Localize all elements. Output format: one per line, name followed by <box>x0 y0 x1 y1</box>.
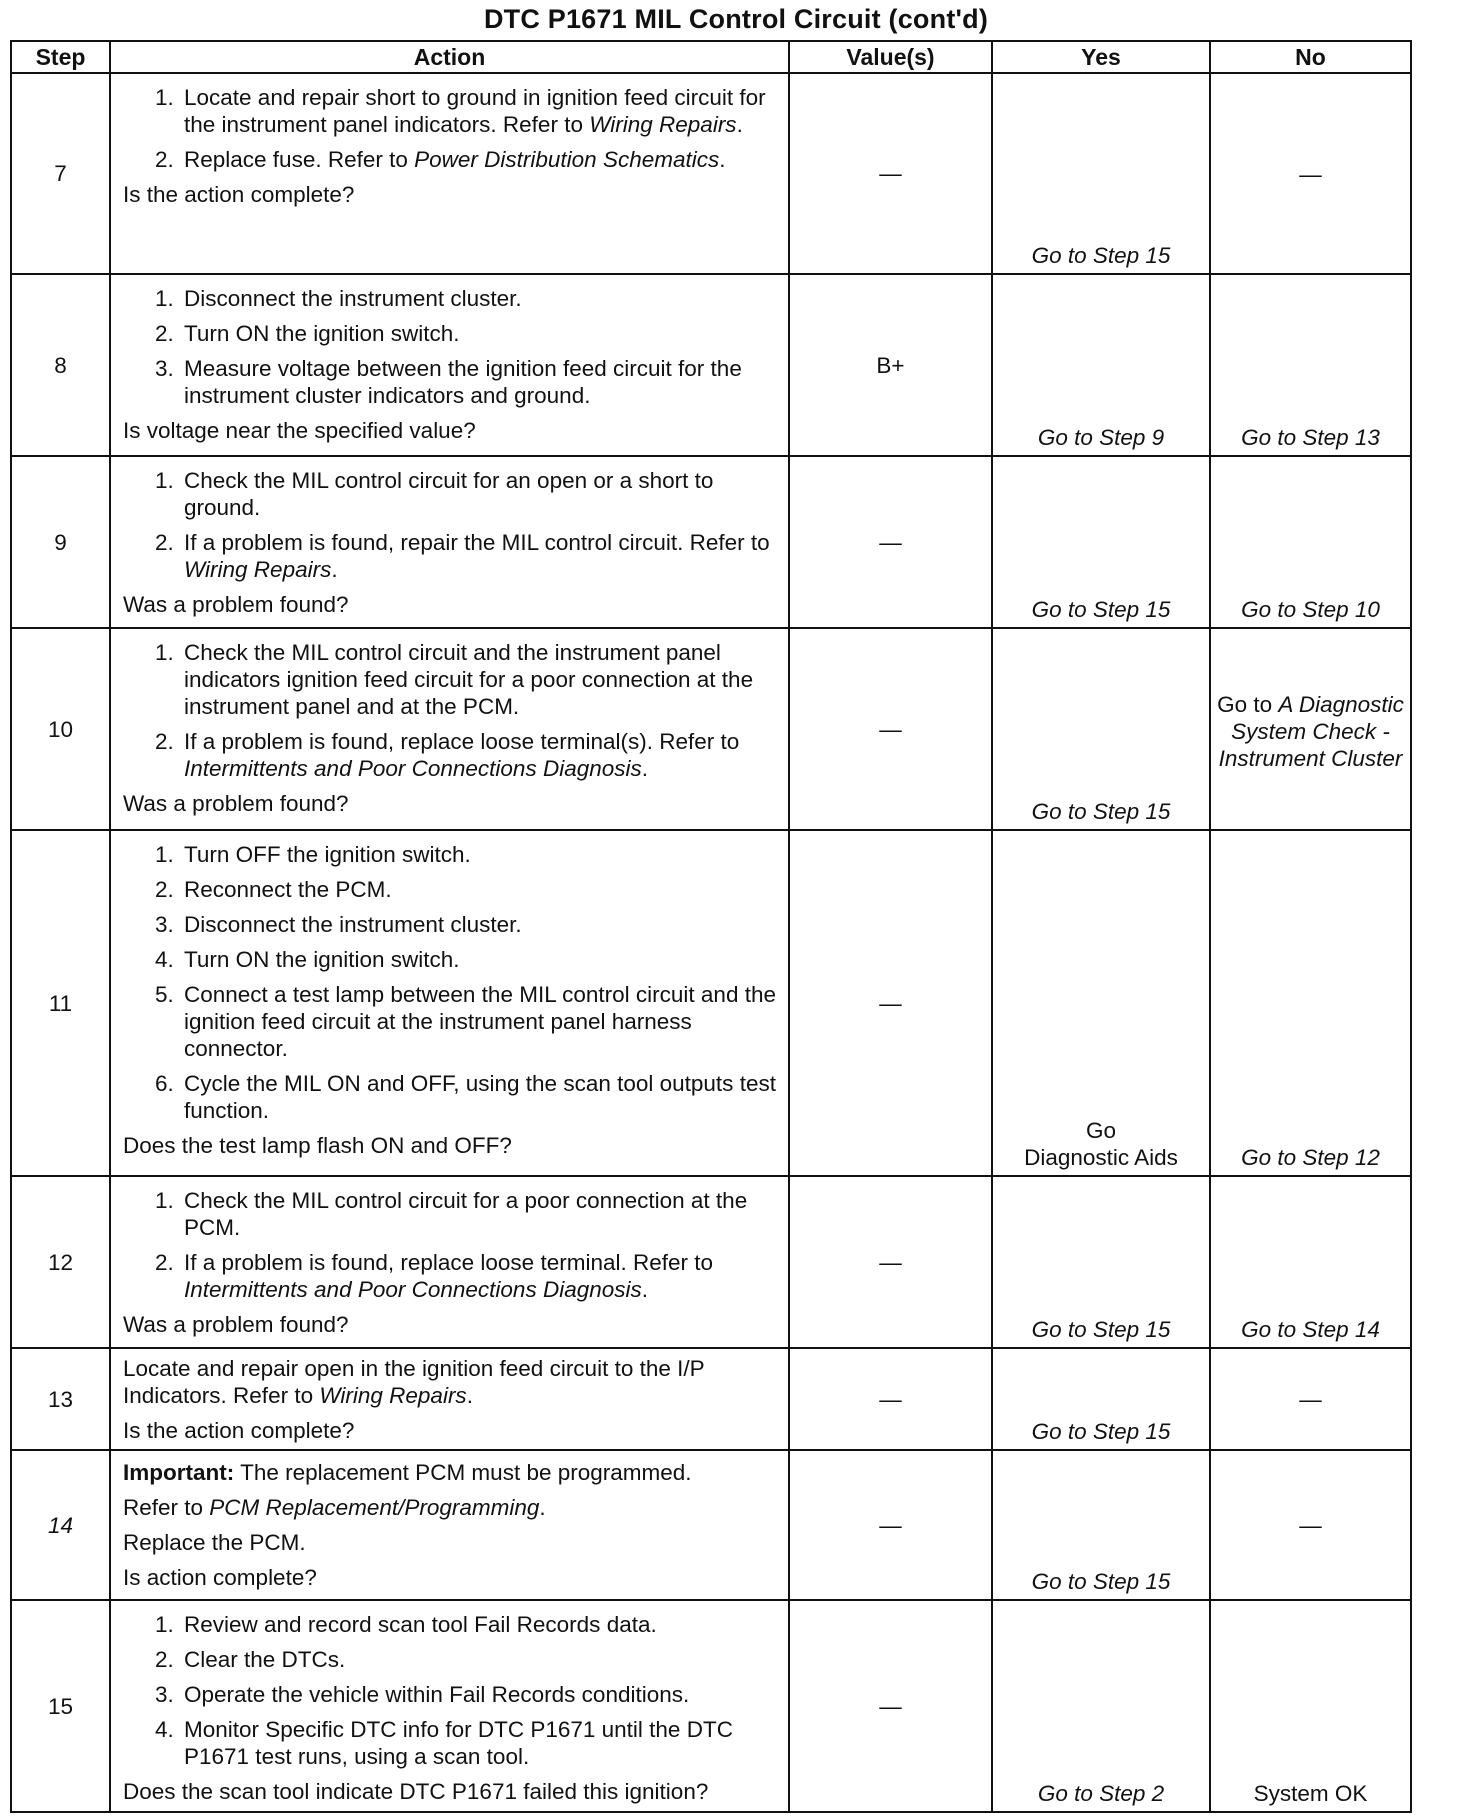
action-item: 1. Turn OFF the ignition switch. <box>180 841 780 868</box>
action-item: 2. If a problem is found, replace loose terminal(s). Refer to Intermittents and Poor Connections Diagnosis. <box>180 728 780 782</box>
yes-cell: Go to Step 2 <box>992 1600 1210 1812</box>
header-step: Step <box>11 41 110 73</box>
value-cell: — <box>789 456 992 628</box>
table-row <box>11 1348 1411 1450</box>
yes-cell: Go to Step 15 <box>992 1348 1210 1450</box>
action-cell <box>110 274 789 456</box>
header-action: Action <box>110 41 789 73</box>
header-value: Value(s) <box>789 41 992 73</box>
action-text: Replace the PCM. <box>123 1530 306 1555</box>
action-question: Does the test lamp flash ON and OFF? <box>123 1133 512 1158</box>
yes-cell: Go to Step 15 <box>992 628 1210 830</box>
action-item: 2. Reconnect the PCM. <box>180 876 780 903</box>
yes-cell: Go to Step 9 <box>992 274 1210 456</box>
action-item: 2. Replace fuse. Refer to Power Distribution Schematics. <box>180 146 780 173</box>
action-item: 4. Monitor Specific DTC info for DTC P1671 until the DTC P1671 test runs, using a scan tool. <box>180 1716 780 1770</box>
table-row <box>11 456 1411 628</box>
no-cell: Go to Step 13 <box>1210 274 1411 456</box>
important-note: Important: The replacement PCM must be programmed. <box>123 1460 692 1485</box>
no-cell: — <box>1210 1348 1411 1450</box>
refer-line: Refer to PCM Replacement/Programming. <box>123 1495 546 1520</box>
action-cell <box>110 73 789 274</box>
action-text: Locate and repair open in the ignition feed circuit to the I/P Indicators. Refer to Wiring Repairs. <box>123 1356 705 1408</box>
action-question: Is the action complete? <box>123 182 355 207</box>
action-question: Is the action complete? <box>123 1418 355 1443</box>
table-row <box>11 1450 1411 1600</box>
action-item: 3. Disconnect the instrument cluster. <box>180 911 780 938</box>
action-item: 1. Locate and repair short to ground in ignition feed circuit for the instrument panel indicators. Refer to Wiring Repairs. <box>180 84 780 138</box>
table-row <box>11 1600 1411 1812</box>
table-row <box>11 628 1411 830</box>
no-cell: Go to Step 14 <box>1210 1176 1411 1348</box>
step-number: 13 <box>11 1348 110 1450</box>
table-header-row <box>11 41 1411 73</box>
value-cell: — <box>789 1600 992 1812</box>
action-item: 1. Review and record scan tool Fail Records data. <box>180 1611 780 1638</box>
action-item: 1. Check the MIL control circuit for an open or a short to ground. <box>180 467 780 521</box>
step-number: 7 <box>11 73 110 274</box>
table-row <box>11 1176 1411 1348</box>
step-number: 12 <box>11 1176 110 1348</box>
action-item: 5. Connect a test lamp between the MIL control circuit and the ignition feed circuit at the instrument panel harness connector. <box>180 981 780 1062</box>
step-number: 10 <box>11 628 110 830</box>
action-question: Is action complete? <box>123 1565 317 1590</box>
value-cell: — <box>789 1176 992 1348</box>
value-cell: — <box>789 1348 992 1450</box>
step-number: 9 <box>11 456 110 628</box>
action-item: 2. If a problem is found, repair the MIL control circuit. Refer to Wiring Repairs. <box>180 529 780 583</box>
no-cell: — <box>1210 73 1411 274</box>
step-number: 11 <box>11 830 110 1176</box>
action-item: 3. Measure voltage between the ignition feed circuit for the instrument cluster indicators and ground. <box>180 355 780 409</box>
header-yes: Yes <box>992 41 1210 73</box>
page-title: DTC P1671 MIL Control Circuit (cont'd) <box>483 4 989 34</box>
no-cell: Go to Step 12 <box>1210 830 1411 1176</box>
yes-cell: Go Diagnostic Aids <box>992 830 1210 1176</box>
table-row <box>11 830 1411 1176</box>
action-item: 2. Turn ON the ignition switch. <box>180 320 780 347</box>
action-cell <box>110 1450 789 1600</box>
yes-cell: Go to Step 15 <box>992 73 1210 274</box>
step-number: 8 <box>11 274 110 456</box>
value-cell: B+ <box>789 274 992 456</box>
action-question: Was a problem found? <box>123 592 349 617</box>
action-cell <box>110 1176 789 1348</box>
action-question: Was a problem found? <box>123 1312 349 1337</box>
value-cell: — <box>789 73 992 274</box>
step-number: 14 <box>11 1450 110 1600</box>
yes-cell: Go to Step 15 <box>992 1176 1210 1348</box>
action-cell <box>110 830 789 1176</box>
table-row <box>11 274 1411 456</box>
action-cell <box>110 628 789 830</box>
action-item: 2. Clear the DTCs. <box>180 1646 780 1673</box>
action-question: Was a problem found? <box>123 791 349 816</box>
value-cell: — <box>789 1450 992 1600</box>
action-item: 6. Cycle the MIL ON and OFF, using the scan tool outputs test function. <box>180 1070 780 1124</box>
yes-cell: Go to Step 15 <box>992 1450 1210 1600</box>
no-cell: System OK <box>1210 1600 1411 1812</box>
action-cell <box>110 456 789 628</box>
no-cell: Go to A Diagnostic System Check - Instrument Cluster <box>1210 628 1411 830</box>
step-number: 15 <box>11 1600 110 1812</box>
action-item: 1. Check the MIL control circuit for a poor connection at the PCM. <box>180 1187 780 1241</box>
action-cell <box>110 1348 789 1450</box>
action-item: 2. If a problem is found, replace loose terminal. Refer to Intermittents and Poor Connections Diagnosis. <box>180 1249 780 1303</box>
yes-cell: Go to Step 15 <box>992 456 1210 628</box>
action-question: Is voltage near the specified value? <box>123 418 476 443</box>
value-cell: — <box>789 830 992 1176</box>
action-question: Does the scan tool indicate DTC P1671 failed this ignition? <box>123 1779 709 1804</box>
action-item: 1. Check the MIL control circuit and the instrument panel indicators ignition feed circuit for a poor connection at the instrument panel and at the PCM. <box>180 639 780 720</box>
action-item: 4. Turn ON the ignition switch. <box>180 946 780 973</box>
no-cell: — <box>1210 1450 1411 1600</box>
diagnostic-table <box>10 40 1412 1813</box>
header-no: No <box>1210 41 1411 73</box>
action-item: 3. Operate the vehicle within Fail Records conditions. <box>180 1681 780 1708</box>
action-cell <box>110 1600 789 1812</box>
no-cell: Go to Step 10 <box>1210 456 1411 628</box>
value-cell: — <box>789 628 992 830</box>
action-item: 1. Disconnect the instrument cluster. <box>180 285 780 312</box>
table-row <box>11 73 1411 274</box>
